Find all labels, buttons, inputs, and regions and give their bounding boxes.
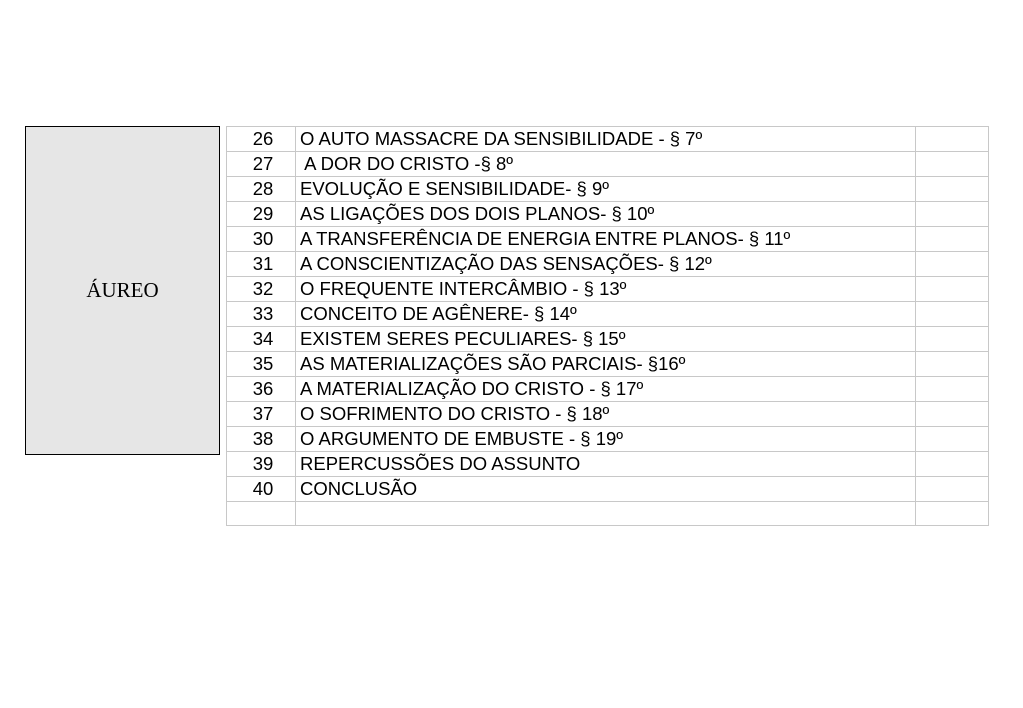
page-cell [916, 227, 989, 252]
chapter-title: A TRANSFERÊNCIA DE ENERGIA ENTRE PLANOS- § 11º [296, 227, 916, 252]
page-cell [916, 402, 989, 427]
empty-cell [916, 502, 989, 526]
section-label: ÁUREO [86, 278, 159, 302]
chapter-number: 38 [227, 427, 296, 452]
chapter-title: O SOFRIMENTO DO CRISTO - § 18º [296, 402, 916, 427]
page-cell [916, 377, 989, 402]
chapter-title: O ARGUMENTO DE EMBUSTE - § 19º [296, 427, 916, 452]
table-row [227, 327, 989, 352]
section-box [25, 126, 220, 455]
chapter-title: AS LIGAÇÕES DOS DOIS PLANOS- § 10º [296, 202, 916, 227]
chapter-number: 34 [227, 327, 296, 352]
chapter-number: 32 [227, 277, 296, 302]
table-row [227, 252, 989, 277]
empty-row [227, 502, 989, 526]
table-row [227, 377, 989, 402]
page-cell [916, 452, 989, 477]
chapter-number: 33 [227, 302, 296, 327]
chapter-number: 29 [227, 202, 296, 227]
chapter-title: A MATERIALIZAÇÃO DO CRISTO - § 17º [296, 377, 916, 402]
chapter-number: 40 [227, 477, 296, 502]
page-cell [916, 127, 989, 152]
table-row [227, 277, 989, 302]
page-cell [916, 152, 989, 177]
chapter-number: 28 [227, 177, 296, 202]
chapter-number: 37 [227, 402, 296, 427]
table-row [227, 427, 989, 452]
chapter-title: AS MATERIALIZAÇÕES SÃO PARCIAIS- §16º [296, 352, 916, 377]
toc-body [227, 127, 989, 526]
table-row [227, 402, 989, 427]
chapter-title: A CONSCIENTIZAÇÃO DAS SENSAÇÕES- § 12º [296, 252, 916, 277]
chapter-number: 36 [227, 377, 296, 402]
table-row [227, 352, 989, 377]
table-row [227, 302, 989, 327]
table-row [227, 177, 989, 202]
table-row [227, 477, 989, 502]
table-of-contents [226, 126, 989, 526]
chapter-number: 30 [227, 227, 296, 252]
chapter-title: A DOR DO CRISTO -§ 8º [296, 152, 916, 177]
table-row [227, 452, 989, 477]
chapter-title: CONCEITO DE AGÊNERE- § 14º [296, 302, 916, 327]
chapter-number: 27 [227, 152, 296, 177]
table-row [227, 227, 989, 252]
chapter-number: 31 [227, 252, 296, 277]
chapter-title: O AUTO MASSACRE DA SENSIBILIDADE - § 7º [296, 127, 916, 152]
chapter-title: REPERCUSSÕES DO ASSUNTO [296, 452, 916, 477]
chapter-title: CONCLUSÃO [296, 477, 916, 502]
chapter-title: O FREQUENTE INTERCÂMBIO - § 13º [296, 277, 916, 302]
chapter-title: EVOLUÇÃO E SENSIBILIDADE- § 9º [296, 177, 916, 202]
page-cell [916, 352, 989, 377]
page-cell [916, 302, 989, 327]
page-cell [916, 202, 989, 227]
page-cell [916, 177, 989, 202]
table-row [227, 152, 989, 177]
chapter-number: 26 [227, 127, 296, 152]
page-cell [916, 277, 989, 302]
empty-cell [296, 502, 916, 526]
table-row [227, 127, 989, 152]
page-cell [916, 252, 989, 277]
empty-cell [227, 502, 296, 526]
page-cell [916, 477, 989, 502]
page-cell [916, 427, 989, 452]
page-cell [916, 327, 989, 352]
chapter-number: 35 [227, 352, 296, 377]
chapter-title: EXISTEM SERES PECULIARES- § 15º [296, 327, 916, 352]
chapter-number: 39 [227, 452, 296, 477]
table-row [227, 202, 989, 227]
